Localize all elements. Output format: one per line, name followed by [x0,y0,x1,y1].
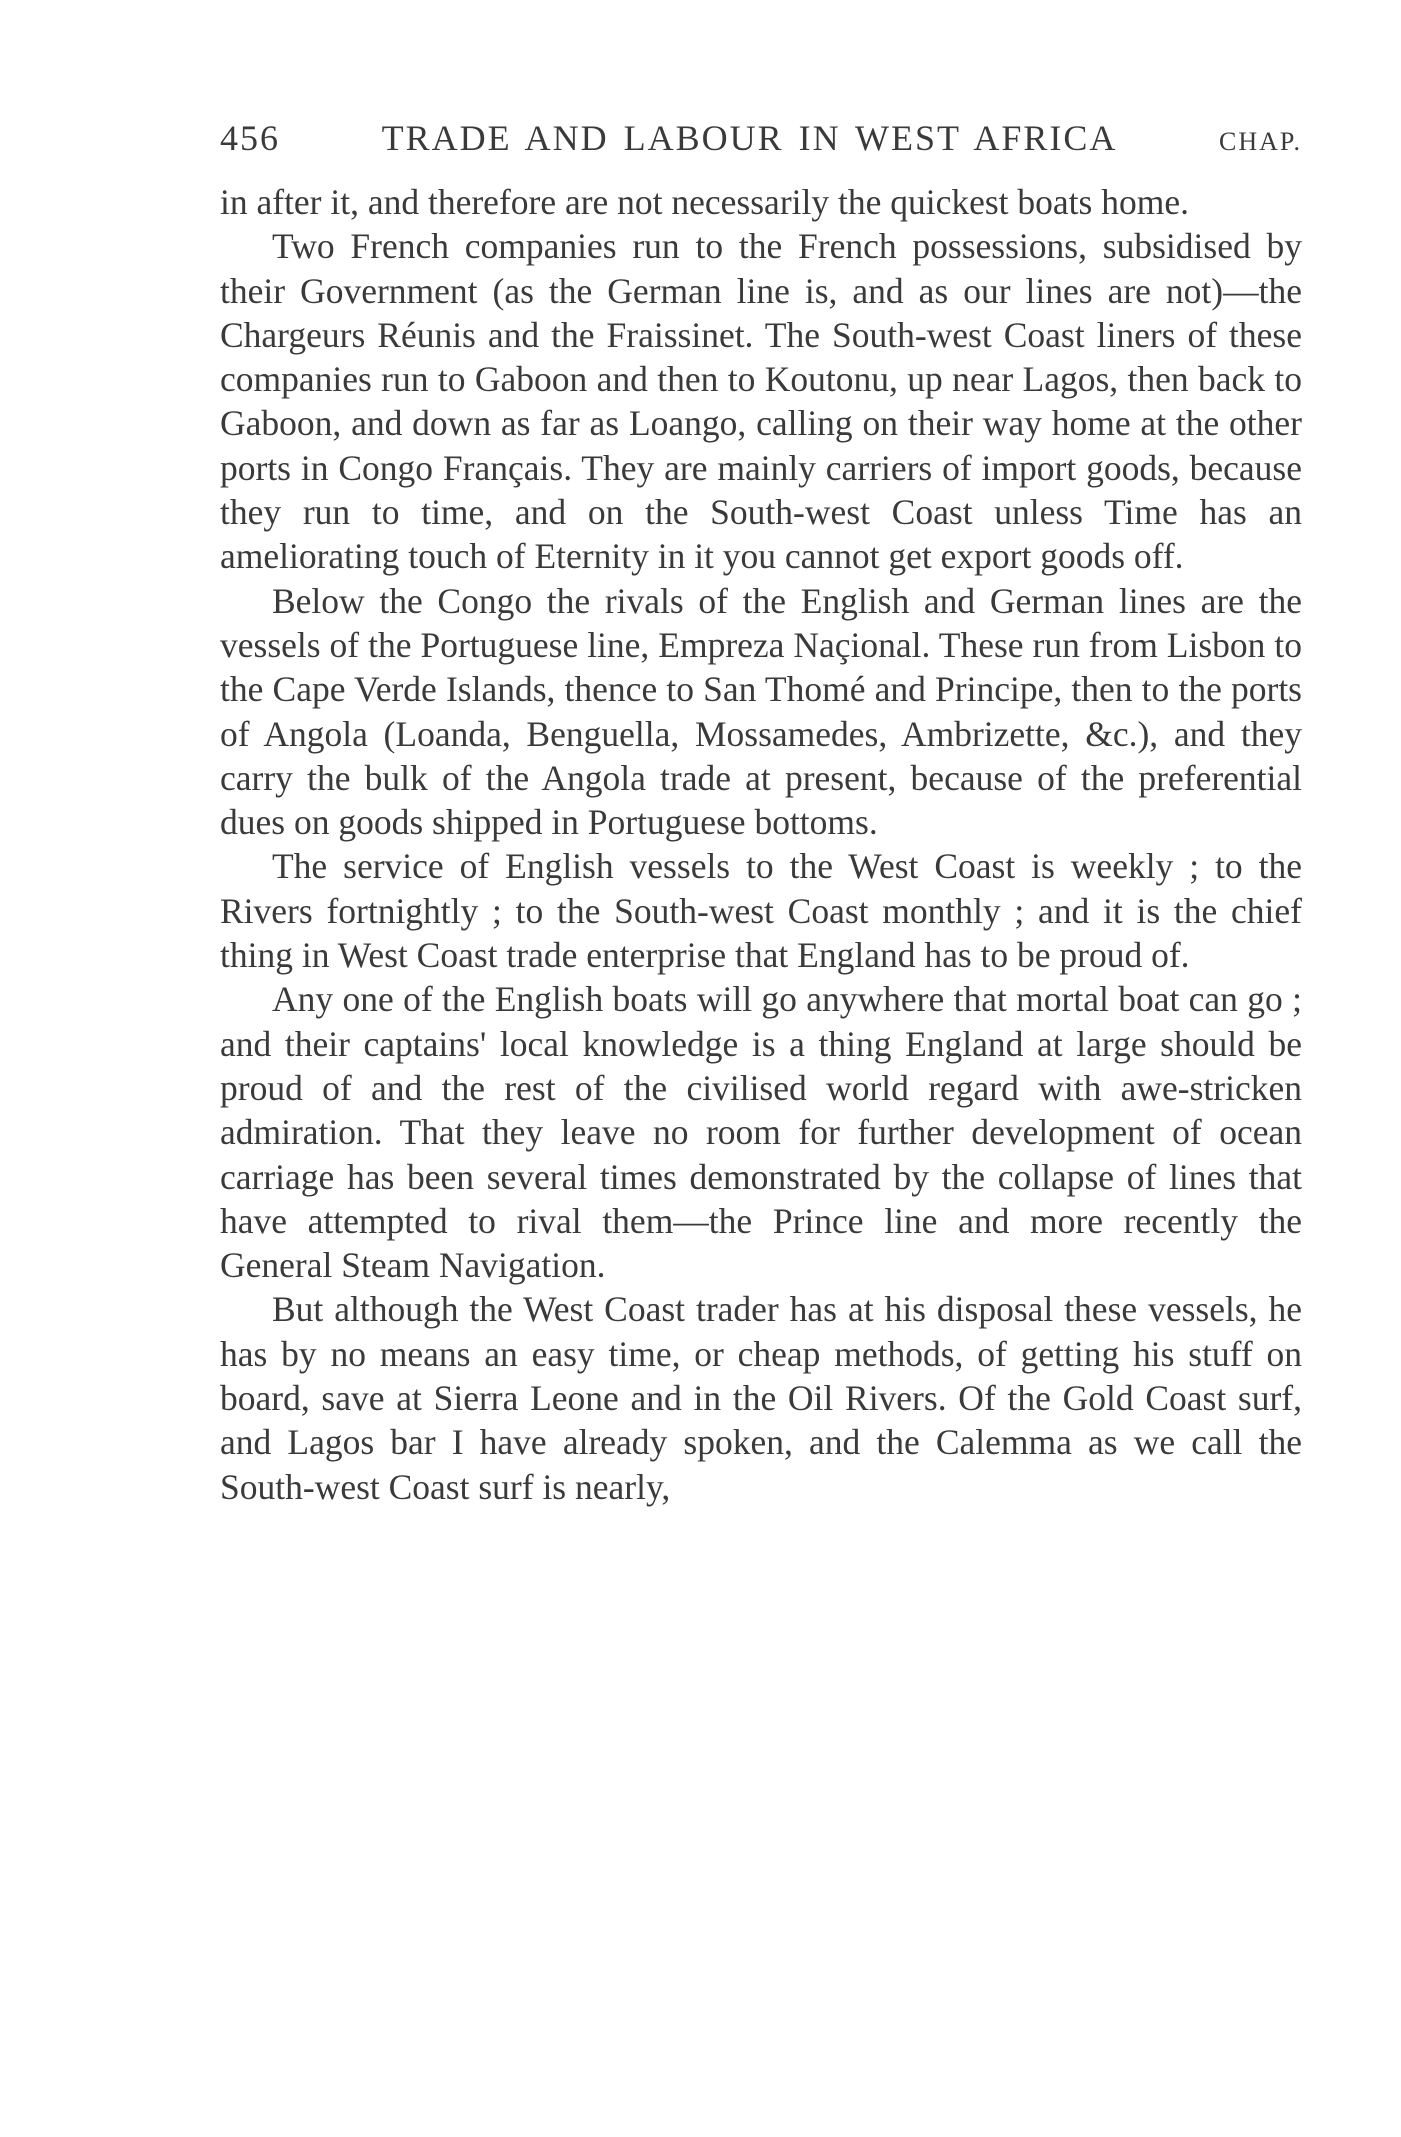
chapter-label: CHAP. [1219,127,1302,156]
page-number: 456 [220,118,280,158]
paragraph-1: in after it, and therefore are not necessarily the quickest boats home. [220,182,1189,222]
book-page [220,108,1302,1509]
paragraph-2: Two French companies run to the French possessions, subsidised by their Government (as the German line is, and as our lines are not)—the Chargeurs Réunis and the Fraissinet. The South-west Coast liners of these companies run to Gaboon and then to Koutonu, up near Lagos, then back to Gaboon, and down as far as Loango, calling on their way home at the other ports in Congo Français. They are mainly carriers of import goods, because they run to time, and on the South-west Coast unless Time has an ameliorating touch of Eternity in it you cannot get export goods off. [220,226,1302,577]
running-title: TRADE AND LABOUR IN WEST AFRICA [381,118,1118,158]
paragraph-5: Any one of the English boats will go anywhere that mortal boat can go ; and their captains' local knowledge is a thing England at large should be proud of and the rest of the civilised world regard with awe-stricken admiration. That they leave no room for further development of ocean carriage has been several times demonstrated by the collapse of lines that have attempted to rival them—the Prince line and more recently the General Steam Navigation. [220,979,1302,1286]
running-head [220,108,1302,172]
paragraph-3: Below the Congo the rivals of the English and German lines are the vessels of the Portuguese line, Empreza Naçional. These run from Lisbon to the Cape Verde Islands, thence to San Thomé and Principe, then to the ports of Angola (Loanda, Benguella, Mossamedes, Ambrizette, &c.), and they carry the bulk of the Angola trade at present, because of the preferential dues on goods shipped in Portuguese bottoms. [220,580,1302,843]
paragraph-4: The service of English vessels to the West Coast is weekly ; to the Rivers fortnightly ; to the South-west Coast monthly ; and it is the chief thing in West Coast trade enterprise that England has to be proud of. [220,846,1302,976]
body-text [220,180,1302,1509]
paragraph-6: But although the West Coast trader has at his disposal these vessels, he has by no means an easy time, or cheap methods, of getting his stuff on board, save at Sierra Leone and in the Oil Rivers. Of the Gold Coast surf, and Lagos bar I have already spoken, and the Calemma as we call the South-west Coast surf is nearly, [220,1289,1302,1507]
